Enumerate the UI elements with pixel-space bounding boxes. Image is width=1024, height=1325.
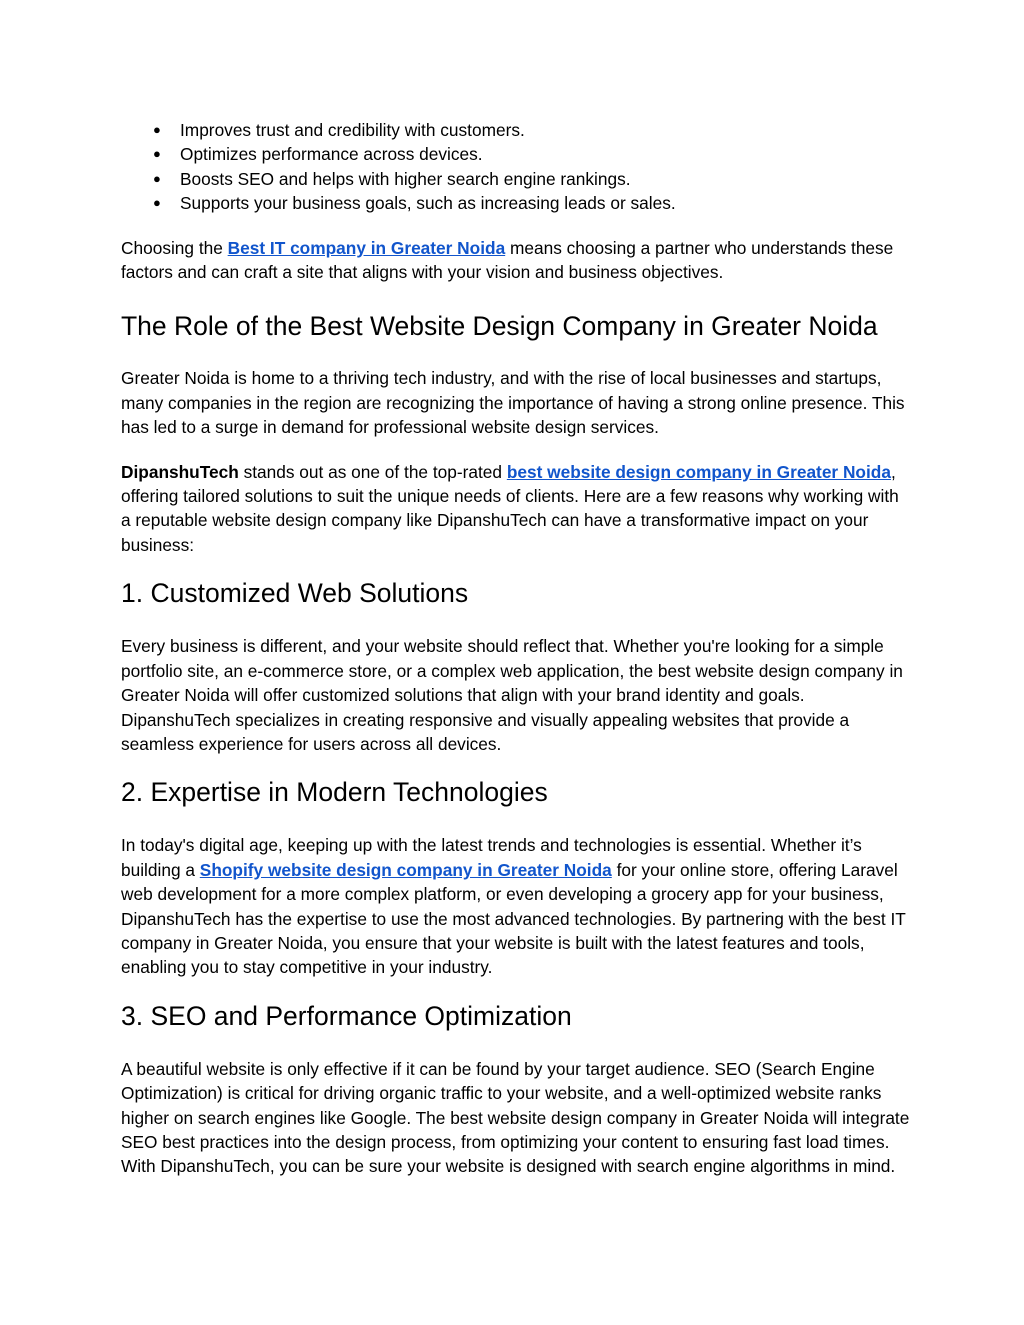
bullet-icon: ● [153,146,161,162]
bullet-icon: ● [153,195,161,211]
customized-solutions-heading: 1. Customized Web Solutions [121,578,469,609]
list-item: ● Improves trust and credibility with customers. [121,118,911,142]
role-heading: The Role of the Best Website Design Company in Greater Noida [121,311,878,342]
seo-paragraph: A beautiful website is only effective if it can be found by your target audience. SEO (Search Engine Optimization) is critical for driving organic traffic to your website, and a well-optimized website ranks higher on search engines like Google. The best website design company in Greater Noida will integrate SEO best practices into the design process, from optimizing your content to ensuring fast load times. With DipanshuTech, you can be sure your website is designed with search engine algorithms in mind. [121,1058,910,1177]
bullet-icon: ● [153,170,161,186]
bullet-icon: ● [153,122,161,137]
best-website-design-company-link[interactable]: best website design company in Greater Noida [506,461,891,482]
shopify-website-design-link[interactable]: Shopify website design company in Greater Noida [199,859,612,880]
intro-paragraph: Choosing the Best IT company in Greater Noida means choosing a partner who understands these factors and can craft a site that aligns with your vision and business objectives. [121,237,894,283]
role-paragraph-1: Greater Noida is home to a thriving tech industry, and with the rise of local businesses and startups, many companies in the region are recognizing the importance of having a strong online presence. This has led to a surge in demand for professional website design services. [121,368,905,438]
modern-technologies-paragraph: In today's digital age, keeping up with the latest trends and technologies is essential. Whether it’s building a Shopify website design company in Greater Noida for your online store, offering Laravel web development for a more complex platform, or even developing a grocery app for your business, DipanshuTech has the expertise to use the most advanced technologies. By partnering with the best IT company in Greater Noida, you ensure that your website is built with the latest features and tools, enabling you to stay competitive in your industry. [121,835,906,978]
role-paragraph-2: DipanshuTech stands out as one of the top-rated best website design company in Greater Noida, offering tailored solutions to suit the unique needs of clients. Here are a few reasons why working with a reputable website design company like DipanshuTech can have a transformative impact on your business: [121,461,899,555]
best-it-company-link[interactable]: Best IT company in Greater Noida [227,237,506,258]
seo-heading: 3. SEO and Performance Optimization [121,1000,572,1031]
list-item: ● Optimizes performance across devices. [121,142,911,166]
list-item: ● Supports your business goals, such as increasing leads or sales. [121,191,911,215]
company-name: DipanshuTech [121,461,239,482]
modern-technologies-heading: 2. Expertise in Modern Technologies [121,777,548,808]
benefits-list [121,118,911,216]
list-item: ● Boosts SEO and helps with higher search engine rankings. [121,167,911,191]
customized-solutions-paragraph: Every business is different, and your website should reflect that. Whether you're looking for a simple portfolio site, an e-commerce store, or a complex web application, the best website design company in Greater Noida will offer customized solutions that align with your brand identity and goals. DipanshuTech specializes in creating responsive and visually appealing websites that provide a seamless experience for users across all devices. [121,636,903,754]
document-page [121,118,911,1179]
